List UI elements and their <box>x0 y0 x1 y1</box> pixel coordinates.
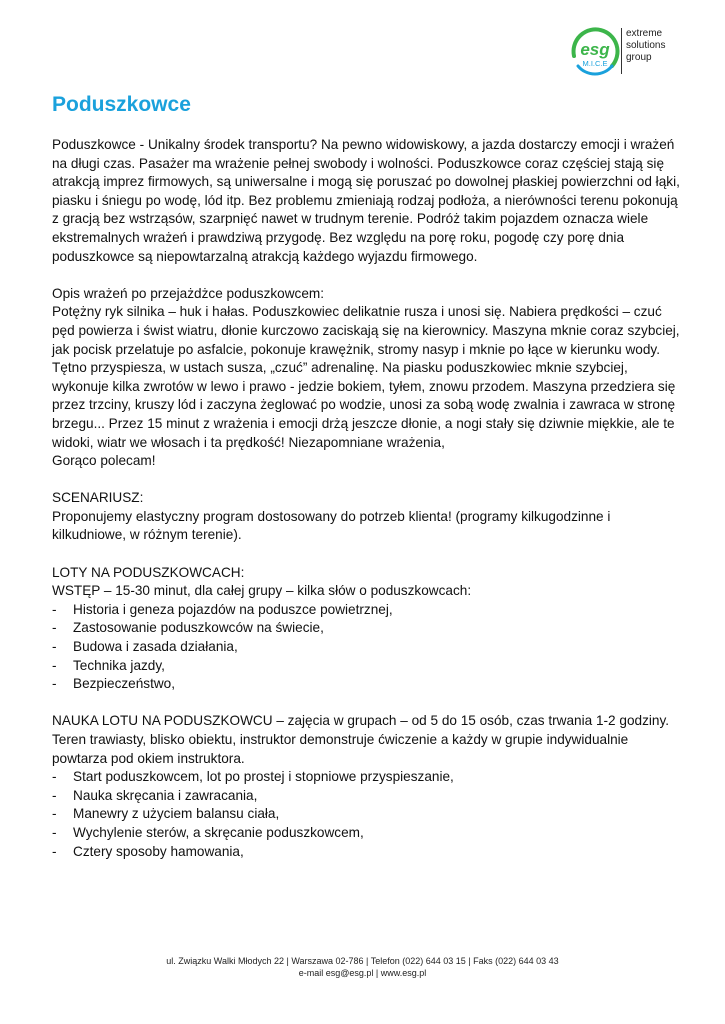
footer-contact: e-mail esg@esg.pl | www.esg.pl <box>298 968 427 978</box>
impressions-heading: Opis wrażeń po przejażdżce poduszkowcem: <box>52 285 325 301</box>
list-item: - Historia i geneza pojazdów na poduszce powietrznej, <box>52 601 682 620</box>
list-item: - Technika jazdy, <box>52 657 682 676</box>
training-text: Teren trawiasty, blisko obiektu, instruktor demonstruje ćwiczenie a każdy w grupie indywidualnie powtarza pod okiem instruktora. <box>52 732 629 766</box>
flights-list <box>52 601 682 694</box>
logo-mark-text: esg <box>580 40 610 59</box>
training-list <box>52 768 682 861</box>
list-item: - Zastosowanie poduszkowców na świecie, <box>52 619 682 638</box>
esg-logo-mark <box>566 22 624 80</box>
impressions-paragraph: Tętno przyspiesza, w ustach susza, „czuć” adrenalinę. Na piasku poduszkowiec mknie szybciej, wykonuje kilka zwrotów w lewo i prawo - jedzie bokiem, tyłem, znowu przodem. Maszyna przedziera się przez trzciny, kruszy lód i zaczyna żeglować po wodzie, unosi za sobą wodę zwalnia i zawraca w stronę brzegu... Przez 15 minut z wrażenia i emocji drżą jeszcze dłonie, a nogi stały się dziwnie miękkie, ale te widoki, wiatr we włosach i ta prędkość! Niezapomniane wrażenia, <box>52 360 676 450</box>
paragraph-gap <box>52 694 682 713</box>
scenario-heading: SCENARIUSZ: <box>52 490 144 506</box>
logo-line: group <box>626 52 652 63</box>
flights-heading: LOTY NA PODUSZKOWCACH: <box>52 564 245 580</box>
page-title: Poduszkowce <box>52 93 191 116</box>
list-item: - Bezpieczeństwo, <box>52 675 682 694</box>
paragraph-gap <box>52 471 682 490</box>
page-footer <box>0 955 725 979</box>
logo-divider <box>621 28 622 74</box>
company-logo <box>566 22 706 82</box>
logo-mark-subtext: M.I.C.E <box>582 59 608 68</box>
logo-wordmark <box>626 28 665 64</box>
logo-line: solutions <box>626 40 666 51</box>
list-item: - Cztery sposoby hamowania, <box>52 843 682 862</box>
impressions-paragraph: Potężny ryk silnika – huk i hałas. Poduszkowiec delikatnie rusza i unosi się. Nabiera prędkości – czuć pęd powierza i świst wiatru, dłonie kurczowo zaciskają się na kierownicy. Maszyna mknie coraz szybciej, jak pocisk przelatuje po asfalcie, pokonuje krawężnik, stromy nasyp i mknie po łące w kierunku wody. <box>52 304 680 357</box>
list-item: - Nauka skręcania i zawracania, <box>52 787 682 806</box>
scenario-text: Proponujemy elastyczny program dostosowany do potrzeb klienta! (programy kilkugodzinne i kilkudniowe, w różnym terenie). <box>52 508 611 543</box>
impressions-closing: Gorąco polecam! <box>52 453 156 469</box>
list-item: - Manewry z użyciem balansu ciała, <box>52 805 682 824</box>
paragraph-gap <box>52 266 682 285</box>
list-item: - Wychylenie sterów, a skręcanie poduszkowcem, <box>52 824 682 843</box>
list-item: - Budowa i zasada działania, <box>52 638 682 657</box>
training-heading: NAUKA LOTU NA PODUSZKOWCU – zajęcia w grupach – od 5 do 15 osób, czas trwania 1-2 godziny. <box>52 713 670 729</box>
footer-address: ul. Związku Walki Młodych 22 | Warszawa 02-786 | Telefon (022) 644 03 15 | Faks (022) 644 03 43 <box>166 956 559 966</box>
document-body <box>52 136 682 861</box>
flights-intro: WSTĘP – 15-30 minut, dla całej grupy – kilka słów o poduszkowcach: <box>52 583 472 599</box>
logo-line: extreme <box>626 28 663 39</box>
list-item: - Start poduszkowcem, lot po prostej i stopniowe przyspieszanie, <box>52 768 682 787</box>
intro-paragraph: Poduszkowce - Unikalny środek transportu? Na pewno widowiskowy, a jazda dostarczy emocji i wrażeń na długi czas. Pasażer ma wrażenie pełnej swobody i wolności. Poduszkowce coraz częściej stają się atrakcją imprez firmowych, są uniwersalne i mogą się poruszać po dowolnej płaskiej powierzchni od łąki, piasku i śniegu po wodę, lód itp. Bez problemu zmieniają rodzaj podłoża, a nierówności terenu pokonują z gracją bez wstrząsów, szarpnięć nawet w trudnym terenie. Podróż takim pojazdem oznacza wiele ekstremalnych wrażeń i prawdziwą przygodę. Bez względu na porę roku, pogodę czy porę dnia poduszkowce są niepowtarzalną atrakcją każdego wyjazdu firmowego. <box>52 137 680 264</box>
paragraph-gap <box>52 545 682 564</box>
